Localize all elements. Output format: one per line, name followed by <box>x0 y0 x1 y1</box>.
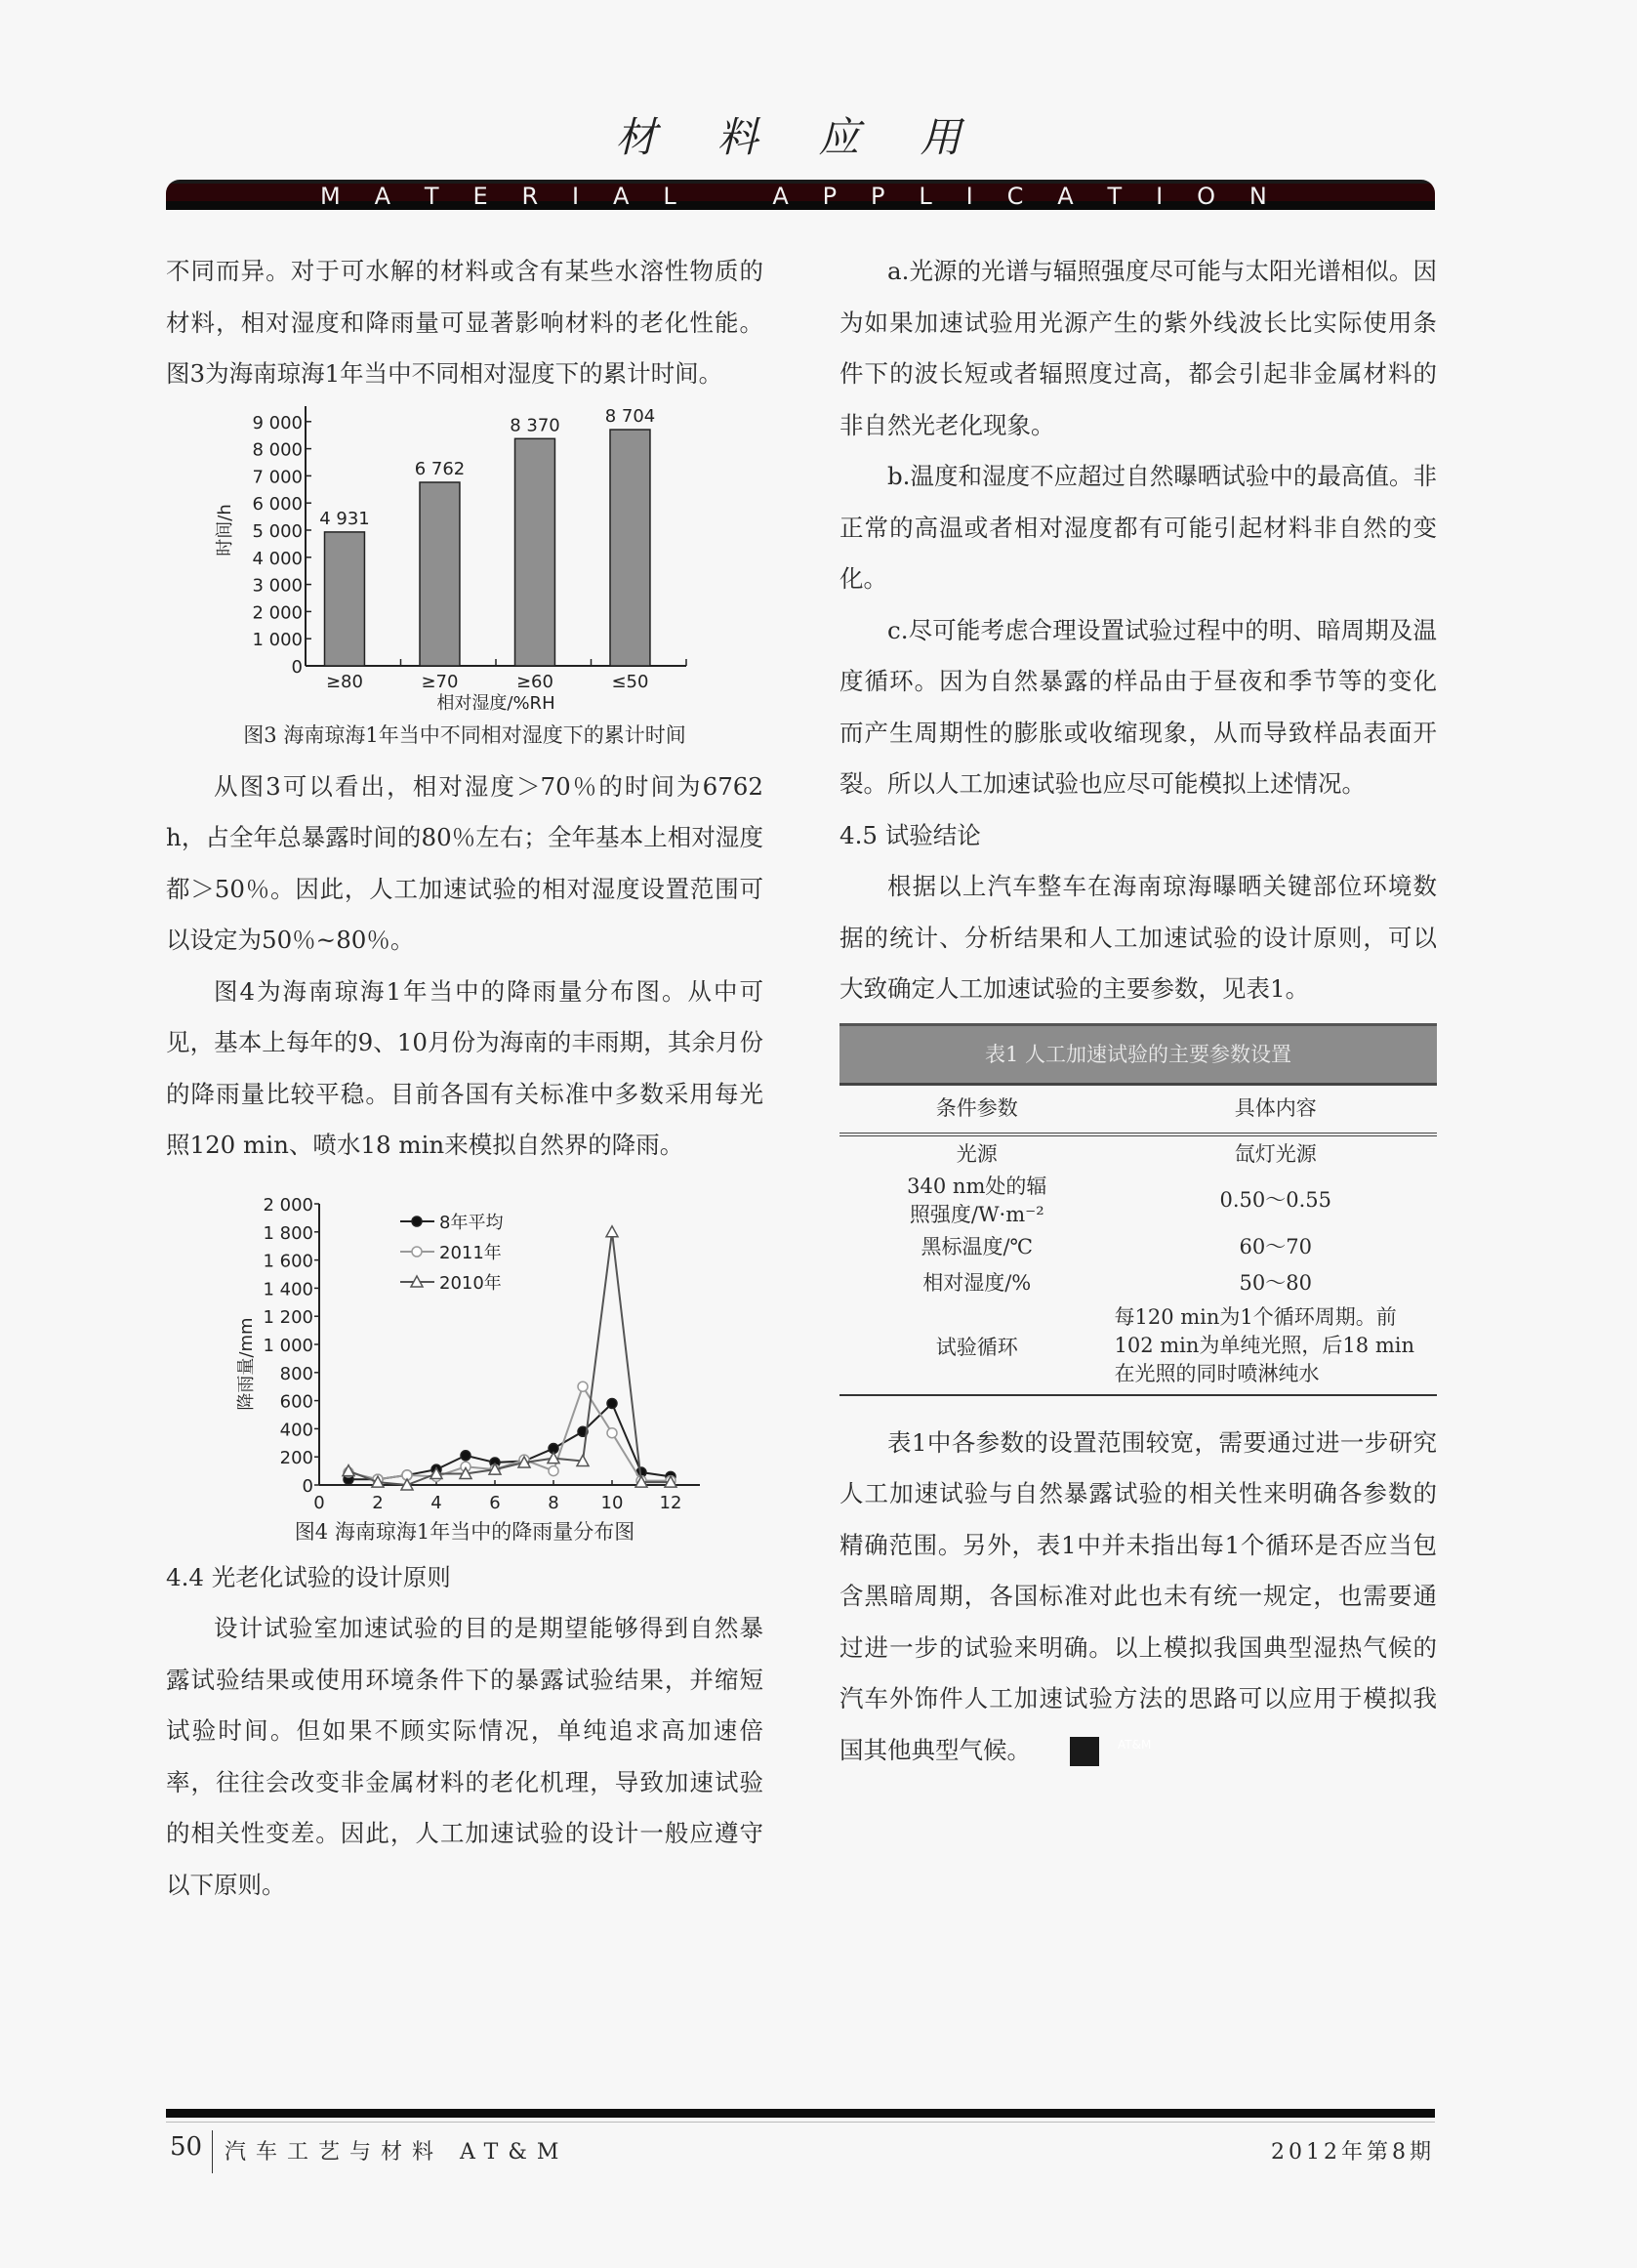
table-row <box>839 1301 1437 1395</box>
page-number: 50 <box>170 2132 203 2162</box>
paragraph: 设计试验室加速试验的目的是期望能够得到自然暴露试验结果或使用环境条件下的暴露试验结果，并缩短试验时间。但如果不顾实际情况，单纯追求高加速倍率，往往会改变非金属材料的老化机理，导致加速试验的相关性变差。因此，人工加速试验的设计一般应遵守以下原则。 <box>166 1614 763 1899</box>
svg-text:降雨量/mm: 降雨量/mm <box>236 1316 257 1411</box>
bar-chart-svg <box>166 406 763 717</box>
page-footer <box>166 2130 1435 2169</box>
svg-text:2010年: 2010年 <box>439 1272 502 1294</box>
svg-text:12: 12 <box>659 1492 682 1509</box>
table-row <box>839 1265 1437 1301</box>
figure-3-bar-chart <box>166 406 763 717</box>
svg-text:8 370: 8 370 <box>510 414 560 435</box>
svg-text:1 200: 1 200 <box>263 1306 313 1328</box>
svg-text:1 400: 1 400 <box>263 1278 313 1299</box>
svg-text:≤50: ≤50 <box>611 671 649 692</box>
svg-text:1 600: 1 600 <box>263 1251 313 1272</box>
table-cell: 50～80 <box>1239 1270 1312 1295</box>
svg-text:200: 200 <box>279 1447 313 1468</box>
atm-logo-icon: AT&M <box>1070 1737 1099 1766</box>
footer-divider <box>212 2130 213 2173</box>
svg-text:6: 6 <box>489 1492 501 1509</box>
svg-text:400: 400 <box>279 1419 313 1440</box>
paragraph: 从图3可以看出，相对湿度＞70％的时间为6762 h，占全年总暴露时间的80％左右；全年基本上相对湿度都＞50％。因此，人工加速试验的相对湿度设置范围可以设定为50％~80％。 <box>166 771 763 954</box>
svg-text:8: 8 <box>548 1492 559 1509</box>
svg-text:时间/h: 时间/h <box>215 503 235 557</box>
footer-rule <box>166 2109 1435 2118</box>
paragraph-c: c.尽可能考虑合理设置试验过程中的明、暗周期及温度循环。因为自然暴露的样品由于昼夜和季节等的变化而产生周期性的膨胀或收缩现象，从而导致样品表面开裂。所以人工加速试验也应尽可能模拟上述情况。 <box>839 615 1437 798</box>
svg-text:8 000: 8 000 <box>252 439 303 461</box>
table-cell: 相对湿度/% <box>922 1270 1032 1295</box>
svg-text:8 704: 8 704 <box>604 405 656 427</box>
table-cell: 60～70 <box>1239 1234 1312 1258</box>
right-column <box>839 246 1437 1776</box>
svg-text:600: 600 <box>279 1391 313 1413</box>
parameters-table <box>839 1023 1437 1396</box>
table-cell: 光源 <box>956 1141 998 1166</box>
table-row <box>839 1134 1437 1173</box>
left-column <box>166 246 763 1911</box>
svg-text:2011年: 2011年 <box>439 1242 502 1263</box>
section-banner <box>166 180 1435 210</box>
line-chart-svg <box>166 1177 763 1509</box>
section-title-cn: 材料应用 <box>615 113 1022 161</box>
svg-text:2 000: 2 000 <box>252 601 303 623</box>
paragraph-a: a.光源的光谱与辐照强度尽可能与太阳光谱相似。因为如果加速试验用光源产生的紫外线波长比实际使用条件下的波长短或者辐照度过高，都会引起非金属材料的非自然光老化现象。 <box>839 257 1437 439</box>
footer-rule-thin <box>166 2122 1435 2123</box>
section-heading-4-5: 4.5 试验结论 <box>839 820 981 849</box>
svg-text:相对湿度/%RH: 相对湿度/%RH <box>436 692 555 714</box>
svg-text:0: 0 <box>302 1475 313 1497</box>
svg-text:1 000: 1 000 <box>252 629 303 650</box>
table-header-row <box>839 1086 1437 1134</box>
paragraph: 根据以上汽车整车在海南琼海曝晒关键部位环境数据的统计、分析结果和人工加速试验的设计原则，可以大致确定人工加速试验的主要参数，见表1。 <box>839 872 1437 1003</box>
svg-text:6 000: 6 000 <box>252 493 303 515</box>
svg-text:3 000: 3 000 <box>252 575 303 597</box>
svg-text:10: 10 <box>600 1492 624 1509</box>
svg-text:1 800: 1 800 <box>263 1222 313 1244</box>
svg-text:0: 0 <box>313 1492 325 1509</box>
issue-number: 2012年第8期 <box>1271 2140 1435 2165</box>
svg-text:≥60: ≥60 <box>515 671 553 692</box>
svg-text:1 000: 1 000 <box>263 1335 313 1356</box>
table-row <box>839 1229 1437 1265</box>
svg-text:8年平均: 8年平均 <box>439 1212 504 1233</box>
svg-text:2 000: 2 000 <box>263 1194 313 1216</box>
svg-text:4 931: 4 931 <box>319 508 370 529</box>
svg-text:0: 0 <box>291 656 303 678</box>
svg-text:7 000: 7 000 <box>252 466 303 487</box>
table-cell: 340 nm处的辐照强度/W·m⁻² <box>907 1174 1047 1226</box>
svg-text:≥80: ≥80 <box>325 671 363 692</box>
svg-text:2: 2 <box>372 1492 384 1509</box>
figure-3-caption: 图3 海南琼海1年当中不同相对湿度下的累计时间 <box>243 722 686 747</box>
table-header: 条件参数 <box>839 1086 1115 1134</box>
figure-4-line-chart <box>166 1177 763 1509</box>
svg-text:≥70: ≥70 <box>421 671 459 692</box>
table-row <box>839 1173 1437 1229</box>
table-cell: 0.50～0.55 <box>1219 1188 1332 1212</box>
table-caption: 表1 人工加速试验的主要参数设置 <box>839 1023 1437 1086</box>
section-heading-4-4: 4.4 光老化试验的设计原则 <box>166 1562 451 1591</box>
paragraph: 不同而异。对于可水解的材料或含有某些水溶性物质的材料，相对湿度和降雨量可显著影响材料的老化性能。图3为海南琼海1年当中不同相对湿度下的累计时间。 <box>166 257 763 388</box>
table-cell: 黑标温度/℃ <box>921 1234 1034 1258</box>
svg-text:4 000: 4 000 <box>252 548 303 569</box>
paragraph-text: 表1中各参数的设置范围较宽，需要通过进一步研究人工加速试验与自然暴露试验的相关性来明确各参数的精确范围。另外，表1中并未指出每1个循环是否应当包含黑暗周期，各国标准对此也未有统一规定，也需要通过进一步的试验来明确。以上模拟我国典型湿热气候的汽车外饰件人工加速试验方法的思路可以应用于模拟我国其他典型气候。 <box>839 1427 1437 1764</box>
svg-text:800: 800 <box>279 1363 313 1384</box>
figure-4-caption: 图4 海南琼海1年当中的降雨量分布图 <box>294 1519 635 1544</box>
section-title-en: M A T E R I A L A P P L I C A T I O N <box>320 183 1270 210</box>
svg-text:5 000: 5 000 <box>252 520 303 542</box>
table-cell: 每120 min为1个循环周期。前102 min为单纯光照，后18 min在光照的同时喷淋纯水 <box>1115 1301 1437 1395</box>
journal-name: 汽车工艺与材料 AT&M <box>225 2140 569 2165</box>
paragraph: 图4为海南琼海1年当中的降雨量分布图。从中可见，基本上每年的9、10月份为海南的丰雨期，其余月份的降雨量比较平稳。目前各国有关标准中多数采用每光照120 min、喷水18 min来模拟自然界的降雨。 <box>166 976 763 1159</box>
paragraph <box>839 1418 1437 1777</box>
svg-text:6 762: 6 762 <box>414 458 466 479</box>
table-cell: 试验循环 <box>839 1301 1115 1395</box>
svg-text:9 000: 9 000 <box>252 412 303 433</box>
paragraph-b: b.温度和湿度不应超过自然曝晒试验中的最高值。非正常的高温或者相对湿度都有可能引起材料非自然的变化。 <box>839 462 1437 593</box>
table-header: 具体内容 <box>1115 1086 1437 1134</box>
svg-text:4: 4 <box>430 1492 442 1509</box>
table-cell: 氙灯光源 <box>1234 1141 1317 1166</box>
